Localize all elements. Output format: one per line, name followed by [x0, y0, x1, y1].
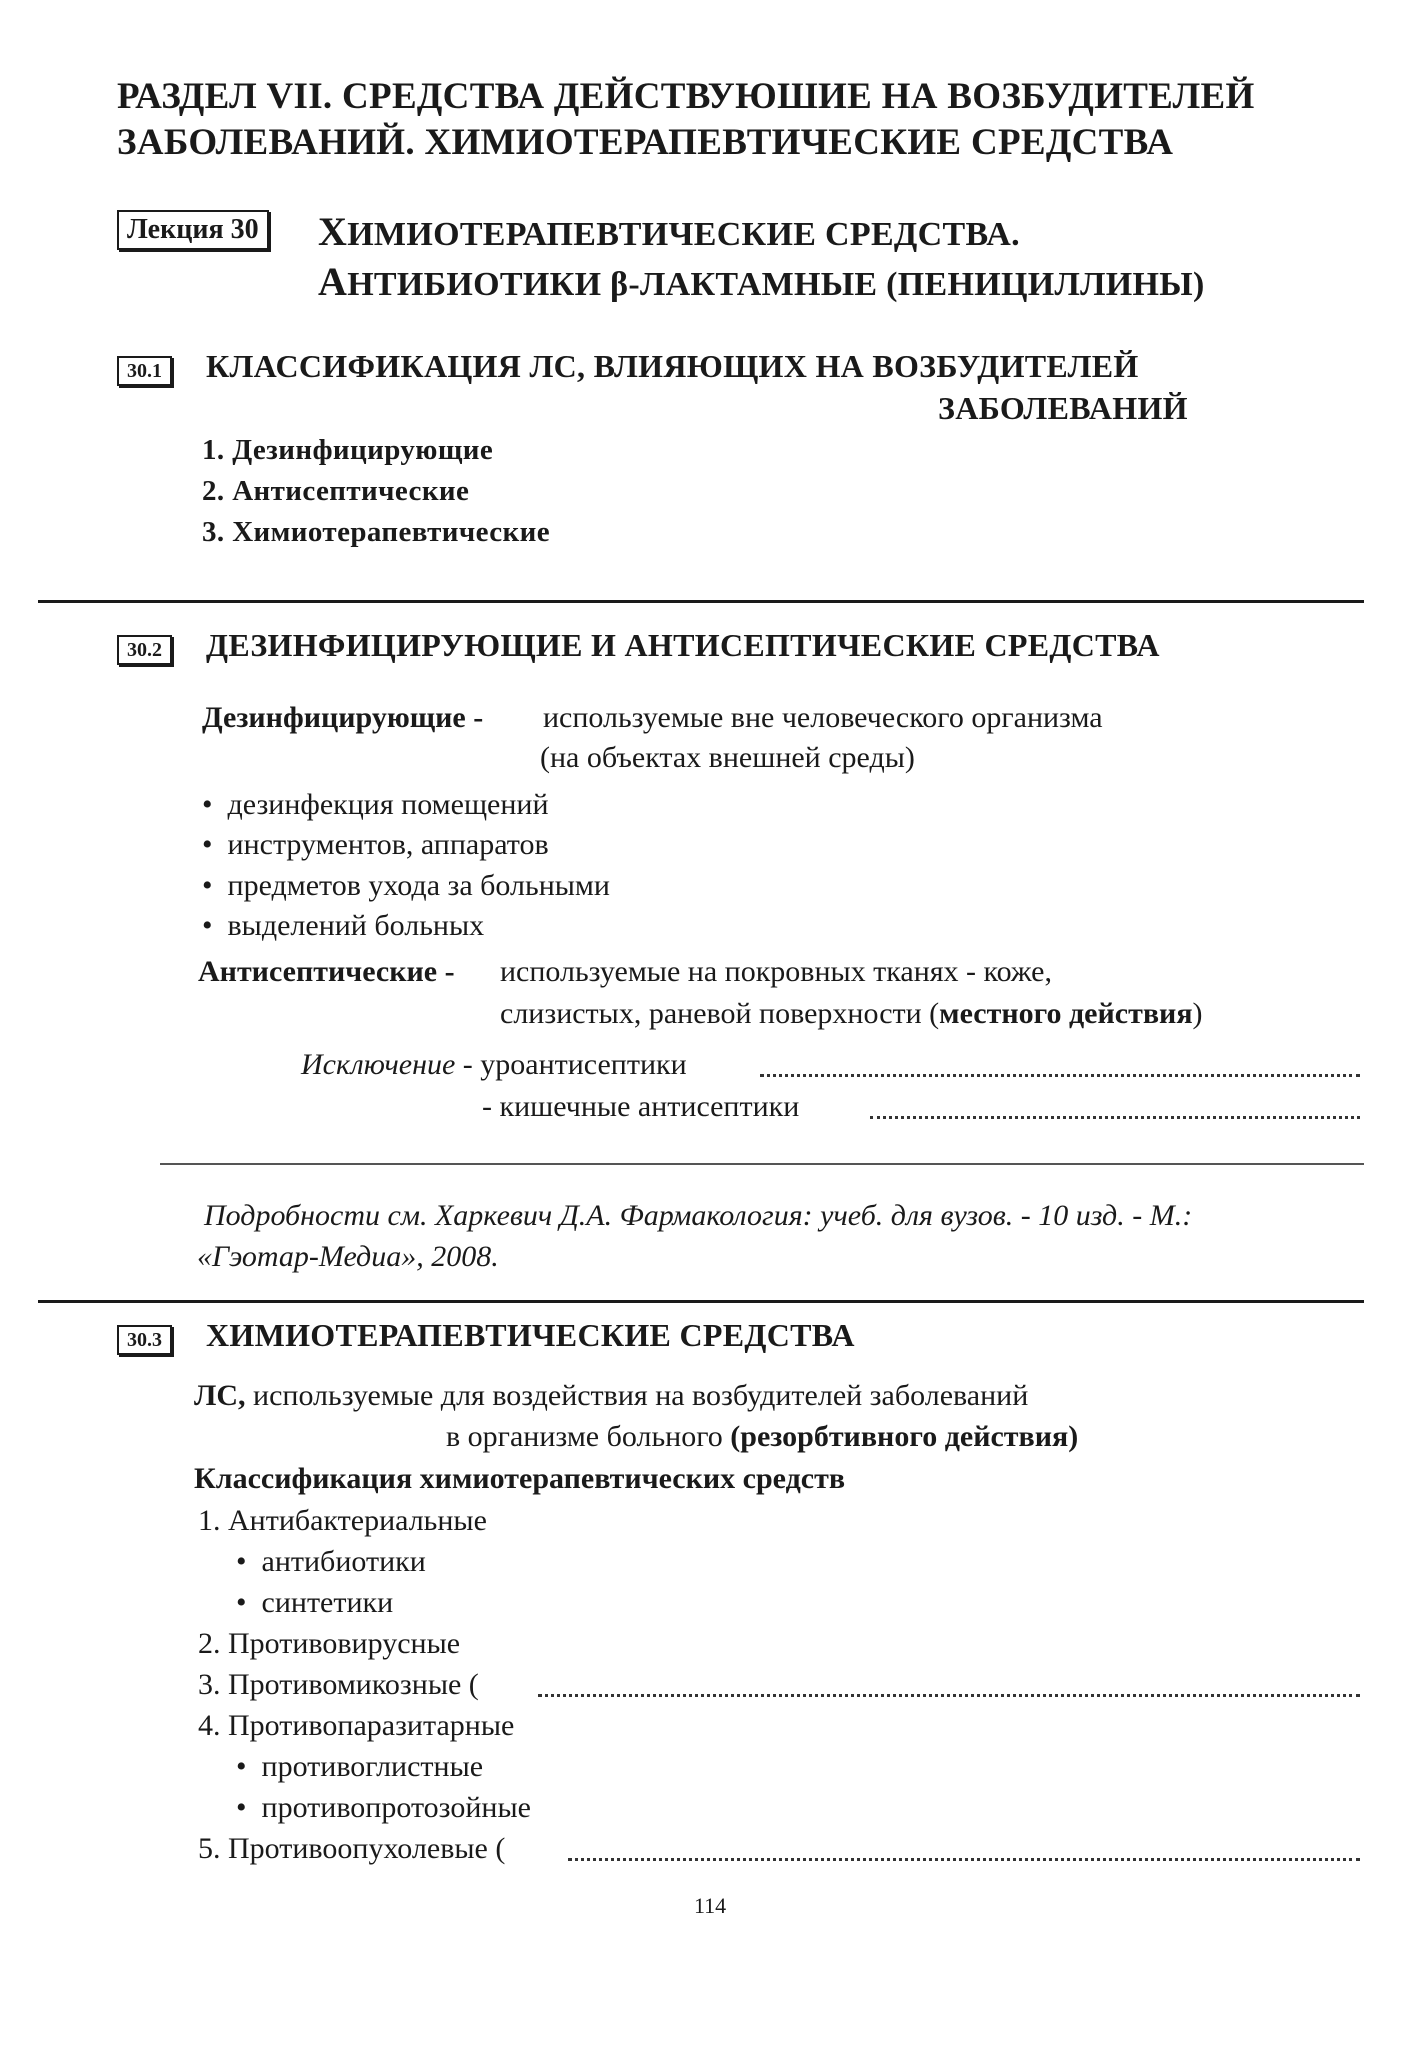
ls-term: ЛС,: [194, 1379, 246, 1412]
section-30-3-title: ХИМИОТЕРАПЕВТИЧЕСКИЕ СРЕДСТВА: [206, 1317, 855, 1353]
divider-rule: [38, 1300, 1364, 1303]
page-number: 114: [694, 1893, 727, 1918]
class-item: 5. Противоопухолевые (: [198, 1832, 506, 1865]
class-item: 3. Противомикозные (: [198, 1668, 479, 1701]
exception-item: - уроантисептики: [455, 1048, 687, 1081]
sub-bullet-item-text: противоглистные: [261, 1750, 484, 1783]
sub-bullet-item: • противоглистные: [236, 1750, 484, 1783]
lecture-title-line1-rest: ИМИОТЕРАПЕВТИЧЕСКИЕ СРЕДСТВА.: [347, 216, 1020, 253]
section-30-1-box: 30.1: [117, 356, 172, 386]
divider-rule: [160, 1163, 1364, 1165]
lecture-title-line2: [318, 258, 1205, 305]
bullet-item-text: предметов ухода за больными: [227, 869, 610, 902]
ls-definition-emphasis: (резорбтивного действия): [730, 1420, 1079, 1453]
sub-bullet-item-text: противопротозойные: [261, 1791, 531, 1824]
antiseptic-term: Антисептические -: [198, 955, 455, 988]
fill-in-dotted-line: [568, 1858, 1360, 1861]
exception-line2: - кишечные антисептики: [482, 1090, 800, 1123]
section-30-1-item: 3. Химиотерапевтические: [202, 516, 551, 548]
bullet-item: • выделений больных: [202, 909, 485, 942]
class-item: 2. Противовирусные: [198, 1627, 461, 1660]
bullet-item: • дезинфекция помещений: [202, 788, 549, 821]
lecture-title-line1: [318, 208, 1020, 255]
classification-title: Классификация химиотерапевтических средств: [194, 1462, 846, 1495]
divider-rule: [38, 600, 1364, 603]
fill-in-dotted-line: [538, 1694, 1360, 1697]
ls-definition-line1: [194, 1379, 1028, 1413]
bullet-item-text: выделений больных: [227, 909, 485, 942]
section-30-1-title-line2: ЗАБОЛЕВАНИЙ: [938, 390, 1188, 426]
bullet-item: • инструментов, аппаратов: [202, 828, 549, 861]
part-title-line1: РАЗДЕЛ VII. СРЕДСТВА ДЕЙСТВУЮШИЕ НА ВОЗБУДИТЕЛЕЙ: [117, 76, 1255, 117]
bullet-item-text: инструментов, аппаратов: [227, 828, 549, 861]
part-title-line2: ЗАБОЛЕВАНИЙ. ХИМИОТЕРАПЕВТИЧЕСКИЕ СРЕДСТВА: [117, 122, 1174, 163]
ls-definition-line2: [446, 1420, 1078, 1454]
exception-label: Исключение: [301, 1048, 456, 1081]
section-30-1-item: 1. Дезинфицирующие: [202, 434, 494, 466]
section-30-2-title: ДЕЗИНФИЦИРУЮЩИЕ И АНТИСЕПТИЧЕСКИЕ СРЕДСТВА: [206, 627, 1160, 663]
section-30-3-box: 30.3: [117, 1325, 172, 1355]
antiseptic-definition-emphasis: местного действия: [939, 997, 1193, 1030]
antiseptic-definition-part: слизистых, раневой поверхности (: [500, 997, 940, 1030]
bullet-item: • предметов ухода за больными: [202, 869, 610, 902]
ls-definition-text: используемые для воздействия на возбудителей заболеваний: [245, 1379, 1029, 1412]
bullet-item-text: дезинфекция помещений: [227, 788, 549, 821]
sub-bullet-item-text: синтетики: [261, 1586, 394, 1619]
reference-line2: «Гэотар-Медиа», 2008.: [197, 1240, 499, 1273]
part-title: [117, 74, 1255, 166]
disinfectant-term: Дезинфицирующие -: [202, 701, 484, 734]
section-30-1-item: 2. Антисептические: [202, 475, 470, 507]
antiseptic-definition-line1: используемые на покровных тканях - коже,: [500, 955, 1052, 988]
exception-line1: [301, 1048, 687, 1082]
sub-bullet-item-text: антибиотики: [261, 1545, 426, 1578]
lecture-title-line2-cap: А: [318, 259, 348, 304]
disinfectant-definition-line2: (на объектах внешней среды): [540, 741, 915, 774]
lecture-box: Лекция 30: [117, 210, 269, 250]
lecture-title-line2-rest: НТИБИОТИКИ β-ЛАКТАМНЫЕ (ПЕНИЦИЛЛИНЫ): [347, 266, 1205, 303]
antiseptic-definition-part: ): [1192, 997, 1203, 1030]
lecture-title-line1-cap: Х: [318, 209, 348, 254]
fill-in-dotted-line: [870, 1116, 1360, 1119]
fill-in-dotted-line: [760, 1074, 1360, 1077]
antiseptic-definition-line2: [500, 997, 1203, 1031]
class-item: 1. Антибактериальные: [198, 1504, 487, 1537]
sub-bullet-item: • антибиотики: [236, 1545, 426, 1578]
section-30-1-title-line1: КЛАССИФИКАЦИЯ ЛС, ВЛИЯЮЩИХ НА ВОЗБУДИТЕЛЕЙ: [206, 348, 1139, 384]
disinfectant-definition-line1: используемые вне человеческого организма: [543, 701, 1103, 734]
sub-bullet-item: • синтетики: [236, 1586, 394, 1619]
class-item: 4. Противопаразитарные: [198, 1709, 515, 1742]
ls-definition-text: в организме больного: [446, 1420, 731, 1453]
sub-bullet-item: • противопротозойные: [236, 1791, 531, 1824]
reference-line1: Подробности см. Харкевич Д.А. Фармакология: учеб. для вузов. - 10 изд. - М.:: [204, 1199, 1193, 1232]
section-30-2-box: 30.2: [117, 635, 172, 665]
